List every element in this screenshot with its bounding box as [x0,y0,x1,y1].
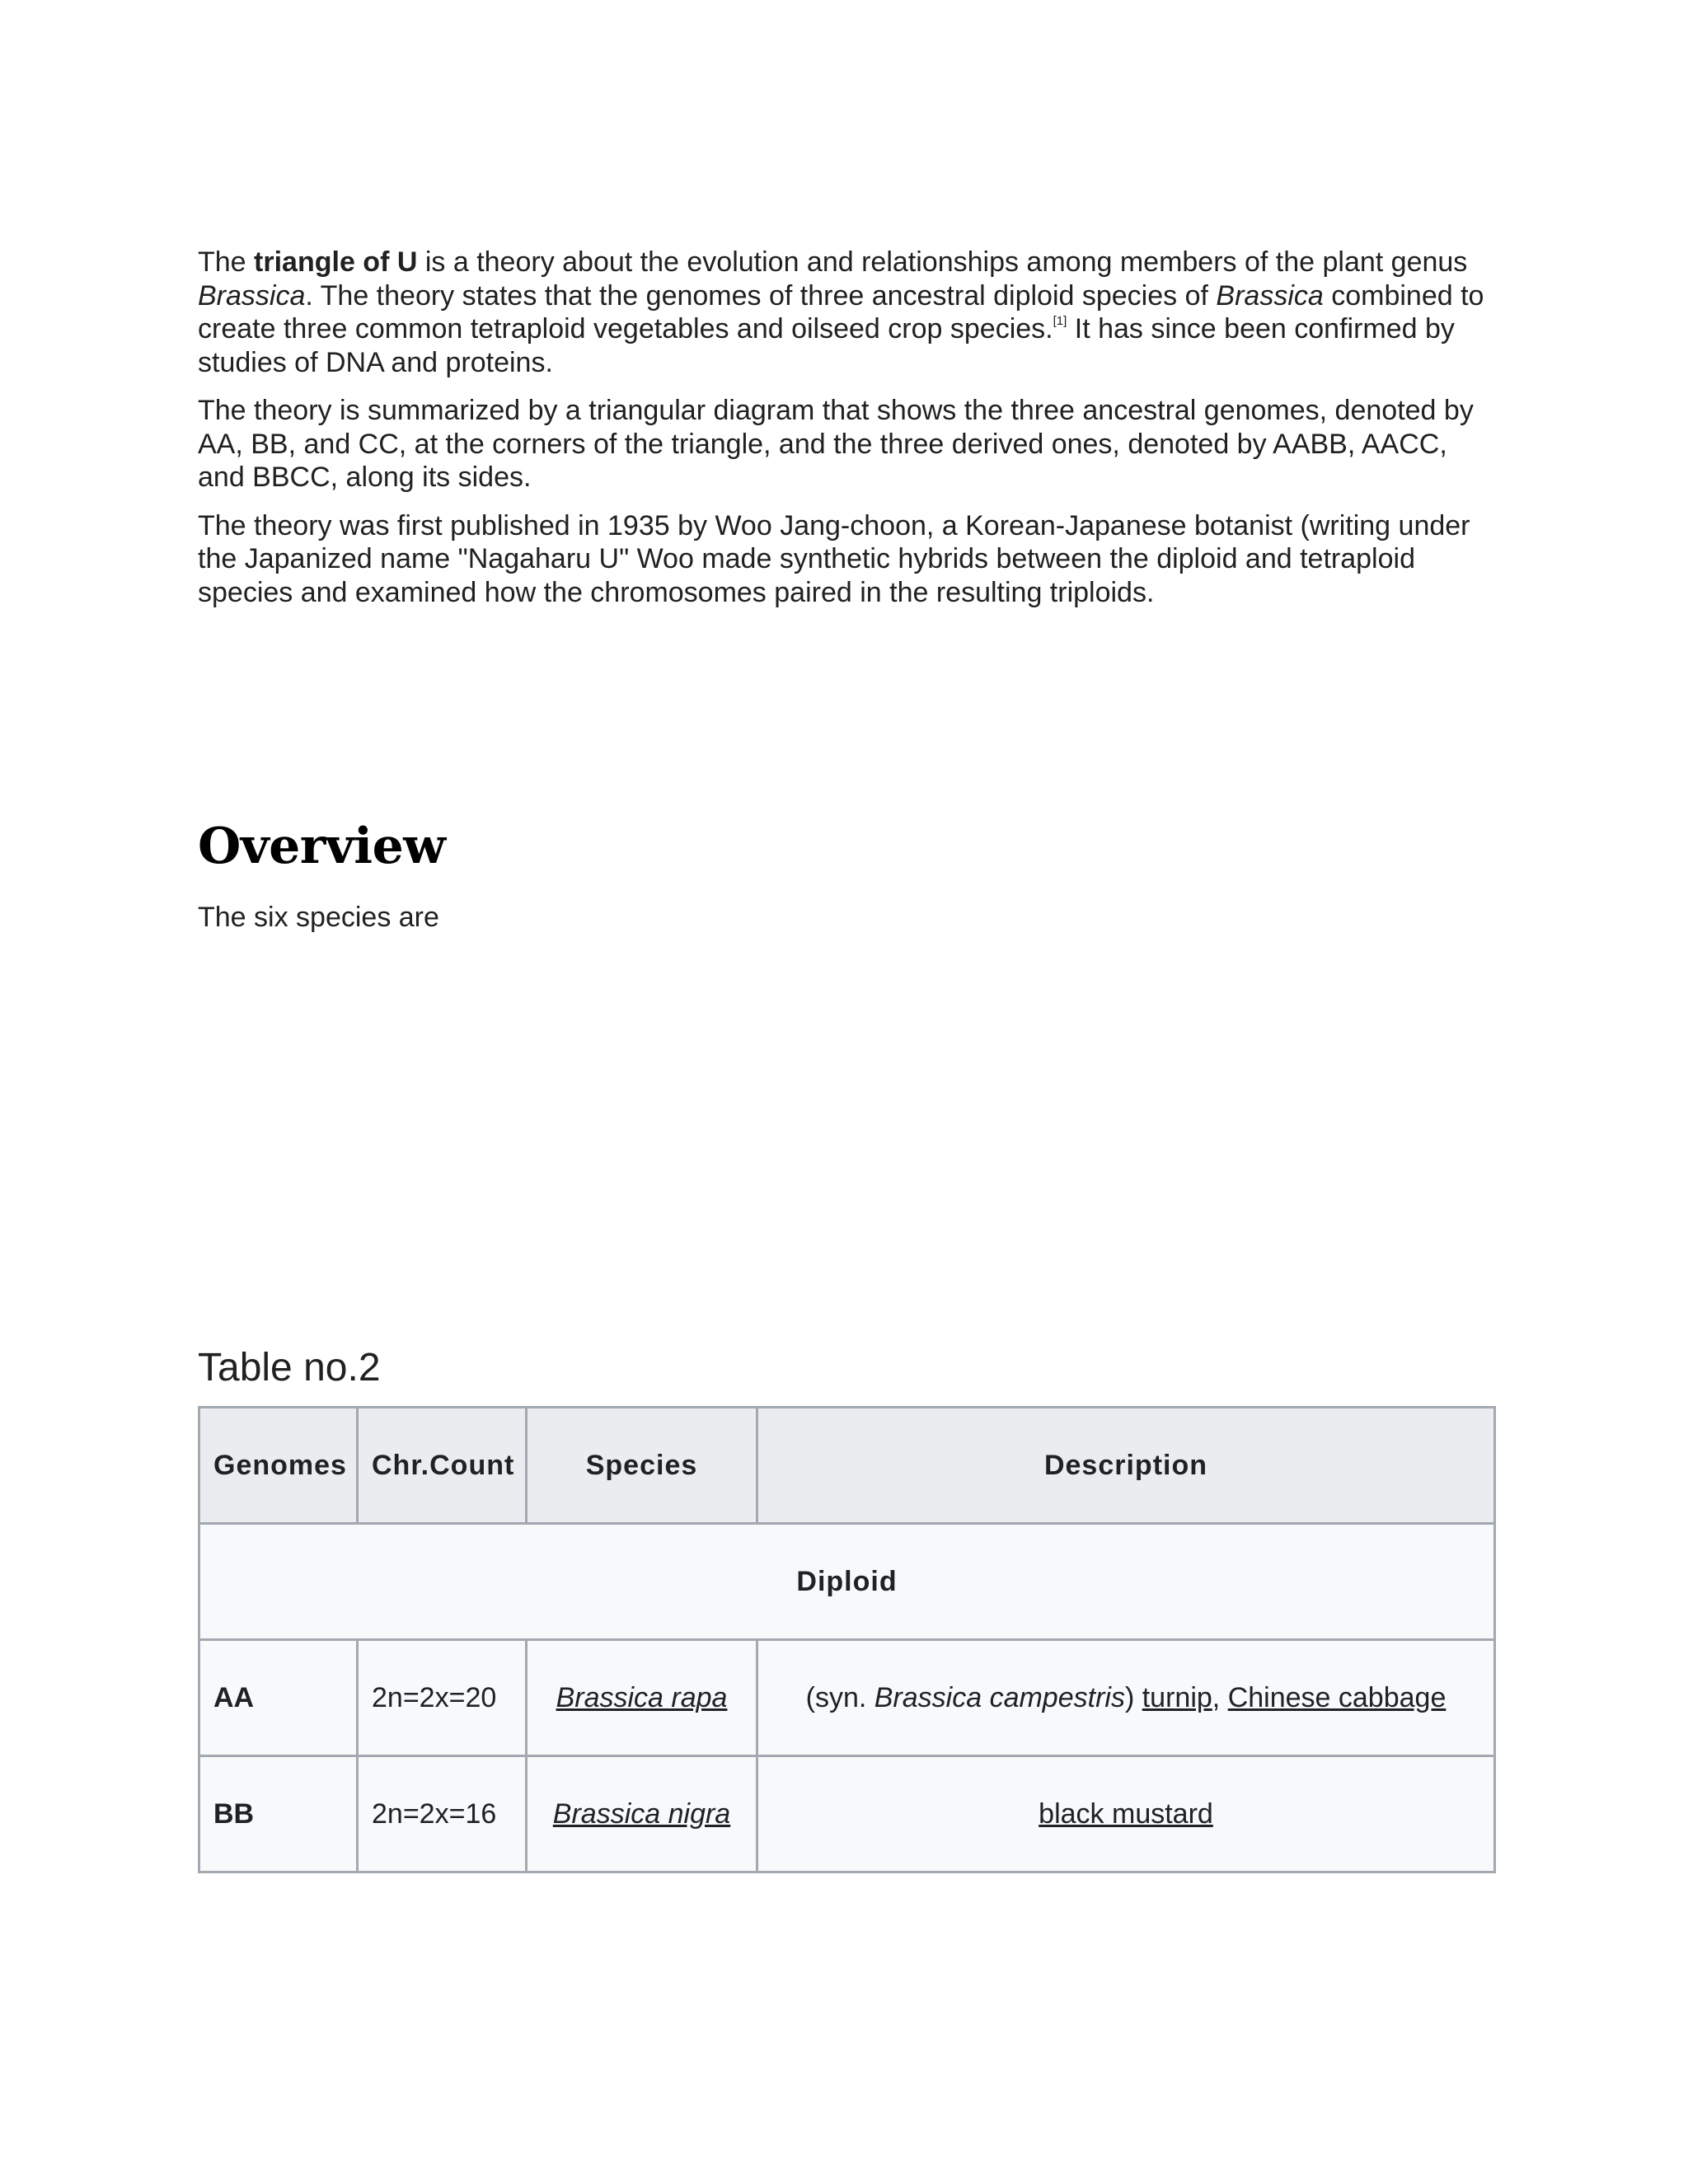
genus-name: Brassica [198,279,306,312]
header-genomes: Genomes [199,1408,358,1524]
species-cell [527,1640,757,1756]
description-cell [757,1756,1495,1872]
chinese-cabbage-link[interactable]: Chinese cabbage [1227,1681,1447,1713]
chr-count-cell: 2n=2x=20 [358,1640,527,1756]
table-group-row [199,1524,1495,1640]
genome-value: AA [213,1681,255,1713]
species-link[interactable]: Brassica nigra [552,1797,731,1830]
text-run: (syn. [805,1681,874,1713]
turnip-link[interactable]: turnip [1142,1681,1212,1713]
table-header-row [199,1408,1495,1524]
citation-ref-1[interactable]: [1] [1053,314,1067,328]
intro-section [198,246,1500,624]
intro-paragraph-1 [198,246,1500,379]
table-row [199,1756,1495,1872]
overview-heading: Overview [198,818,446,875]
text-run: The [198,246,255,278]
table-row [199,1640,1495,1756]
species-link[interactable]: Brassica rapa [556,1681,728,1713]
header-species: Species [527,1408,757,1524]
text-run: . The theory states that the genomes of three ancestral diploid species of [305,279,1217,312]
table-caption: Table no.2 [198,1346,381,1390]
synonym-name: Brassica campestris [874,1681,1125,1713]
text-run: It has since been confirmed by studies of DNA and proteins. [198,313,1455,378]
chr-count-cell: 2n=2x=16 [358,1756,527,1872]
text-run: , [1212,1681,1228,1713]
genus-name: Brassica [1216,279,1324,312]
text-run: ) [1124,1681,1142,1713]
header-chr-count: Chr.Count [358,1408,527,1524]
group-label-diploid: Diploid [199,1524,1495,1640]
text-run: combined to create three common tetraploid vegetables and oilseed crop species. [198,279,1484,344]
term-triangle-of-u: triangle of U [254,246,418,278]
text-run: is a theory about the evolution and relationships among members of the plant genus [417,246,1468,278]
description-cell [757,1640,1495,1756]
species-cell [527,1756,757,1872]
species-table [198,1406,1496,1873]
black-mustard-link[interactable]: black mustard [1039,1797,1213,1830]
intro-paragraph-2: The theory is summarized by a triangular diagram that shows the three ancestral genomes, denoted by AA, BB, and CC, at the corners of the triangle, and the three derived ones, denoted by AABB, AACC, and BBCC, along its sides. [198,395,1474,493]
genome-cell [199,1756,358,1872]
genome-cell [199,1640,358,1756]
intro-paragraph-3: The theory was first published in 1935 by Woo Jang-choon, a Korean-Japanese botanist (writing under the Japanized name "Nagaharu U" Woo made synthetic hybrids between the diploid and tetraploid species and examined how the chromosomes paired in the resulting triploids. [198,509,1470,608]
genome-value: BB [213,1797,255,1830]
overview-lead-text: The six species are [198,902,439,933]
header-description: Description [757,1408,1495,1524]
